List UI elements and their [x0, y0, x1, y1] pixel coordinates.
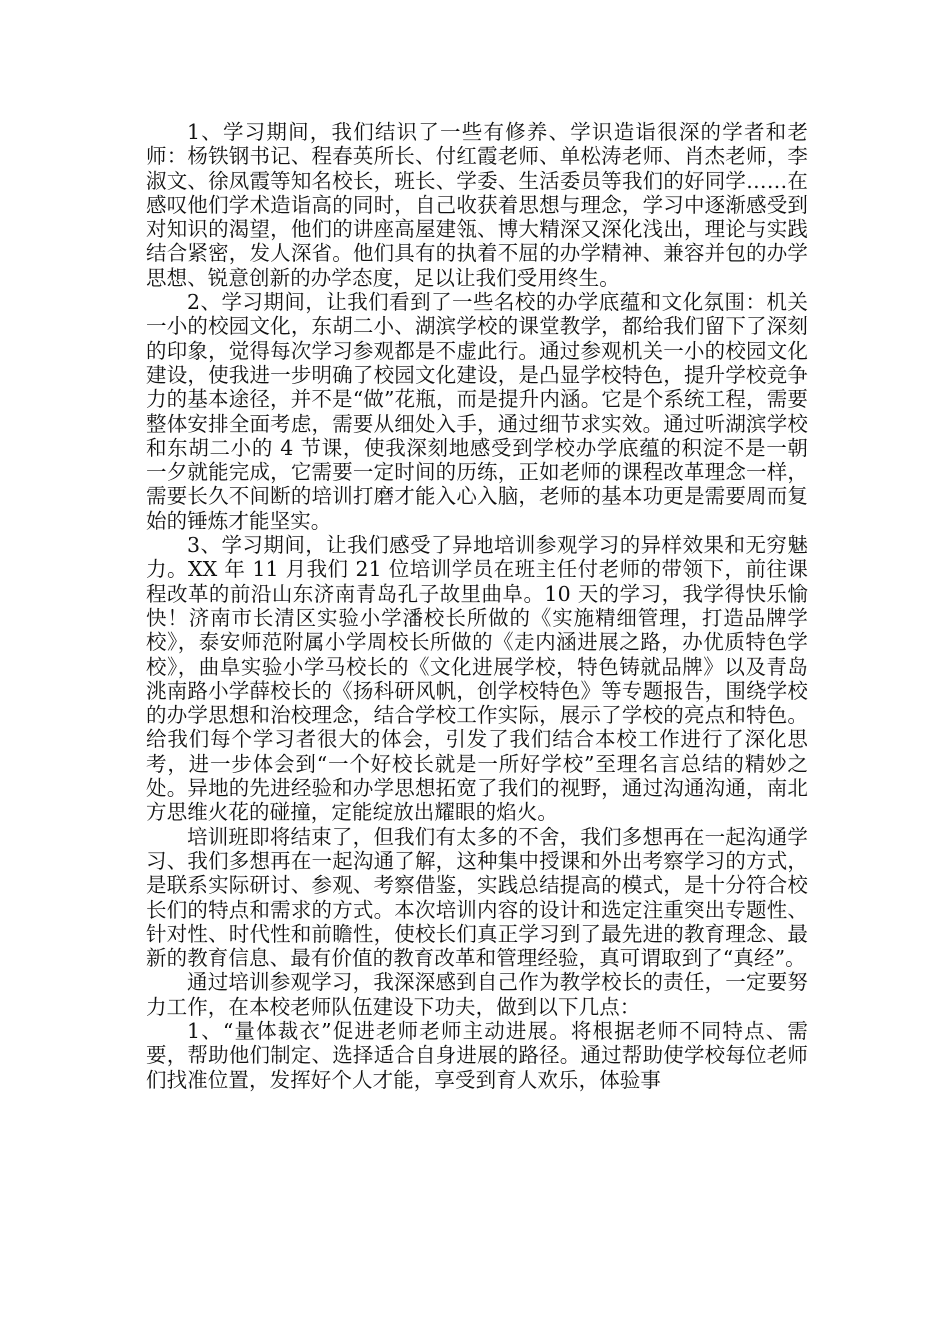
- paragraph-learning-schools: 2、学习期间，让我们看到了一些名校的办学底蕴和文化氛围：机关一小的校园文化，东胡二小、湖滨学校的课堂教学，都给我们留下了深刻的印象，觉得每次学习参观都是不虚此行。通过参观机关一小的校园文化建设，使我进一步明确了校园文化建设，是凸显学校特色，提升学校竞争力的基本途径，并不是“做”花瓶，而是提升内涵。它是个系统工程，需要整体安排全面考虑，需要从细处入手，通过细节求实效。通过听湖滨学校和东胡二小的 4 节课，使我深刻地感受到学校办学底蕴的积淀不是一朝一夕就能完成，它需要一定时间的历练，正如老师的课程改革理念一样，需要长久不间断的培训打磨才能入心入脑，老师的基本功更是需要周而复始的锤炼才能坚实。: [146, 290, 808, 533]
- paragraph-training-ending: 培训班即将结束了，但我们有太多的不舍，我们多想再在一起沟通学习、我们多想再在一起沟通了解，这种集中授课和外出考察学习的方式，是联系实际研讨、参观、考察借鉴，实践总结提高的模式，是十分符合校长们的特点和需求的方式。本次培训内容的设计和选定注重突出专题性、针对性、时代性和前瞻性，使校长们真正学习到了最先进的教育理念、最新的教育信息、最有价值的教育改革和管理经验，真可谓取到了“真经”。: [146, 824, 808, 971]
- paragraph-responsibility: 通过培训参观学习，我深深感到自己作为教学校长的责任，一定要努力工作，在本校老师队伍建设下功夫，做到以下几点：: [146, 970, 808, 1019]
- paragraph-learning-scholars: 1、学习期间，我们结识了一些有修养、学识造诣很深的学者和老师：杨铁钢书记、程春英所长、付红霞老师、单松涛老师、肖杰老师，李淑文、徐凤霞等知名校长，班长、学委、生活委员等我们的好同学……在感叹他们学术造诣高的同时，自己收获着思想与理念，学习中逐渐感受到对知识的渴望，他们的讲座高屋建瓴、博大精深又深化浅出，理论与实践结合紧密，发人深省。他们具有的执着不屈的办学精神、兼容并包的办学思想、锐意创新的办学态度，足以让我们受用终生。: [146, 120, 808, 290]
- document-page: [146, 120, 808, 1092]
- paragraph-point-one: 1、“量体裁衣”促进老师老师主动进展。将根据老师不同特点、需要，帮助他们制定、选择适合自身进展的路径。通过帮助使学校每位老师们找准位置，发挥好个人才能，享受到育人欢乐，体验事: [146, 1018, 808, 1092]
- paragraph-learning-remote-training: 3、学习期间，让我们感受了异地培训参观学习的异样效果和无穷魅力。XX 年 11 月我们 21 位培训学员在班主任付老师的带领下，前往课程改革的前沿山东济南青岛孔子故里曲阜。10 天的学习，我学得快乐愉快！济南市长清区实验小学潘校长所做的《实施精细管理，打造品牌学校》，泰安师范附属小学周校长所做的《走内涵进展之路，办优质特色学校》，曲阜实验小学马校长的《文化进展学校，特色铸就品牌》以及青岛洮南路小学薛校长的《扬科研风帆，创学校特色》等专题报告，围绕学校的办学思想和治校理念，结合学校工作实际，展示了学校的亮点和特色。给我们每个学习者很大的体会，引发了我们结合本校工作进行了深化思考，进一步体会到“一个好校长就是一所好学校”至理名言总结的精妙之处。异地的先进经验和办学思想拓宽了我们的视野，通过沟通沟通，南北方思维火花的碰撞，定能绽放出耀眼的焰火。: [146, 533, 808, 825]
